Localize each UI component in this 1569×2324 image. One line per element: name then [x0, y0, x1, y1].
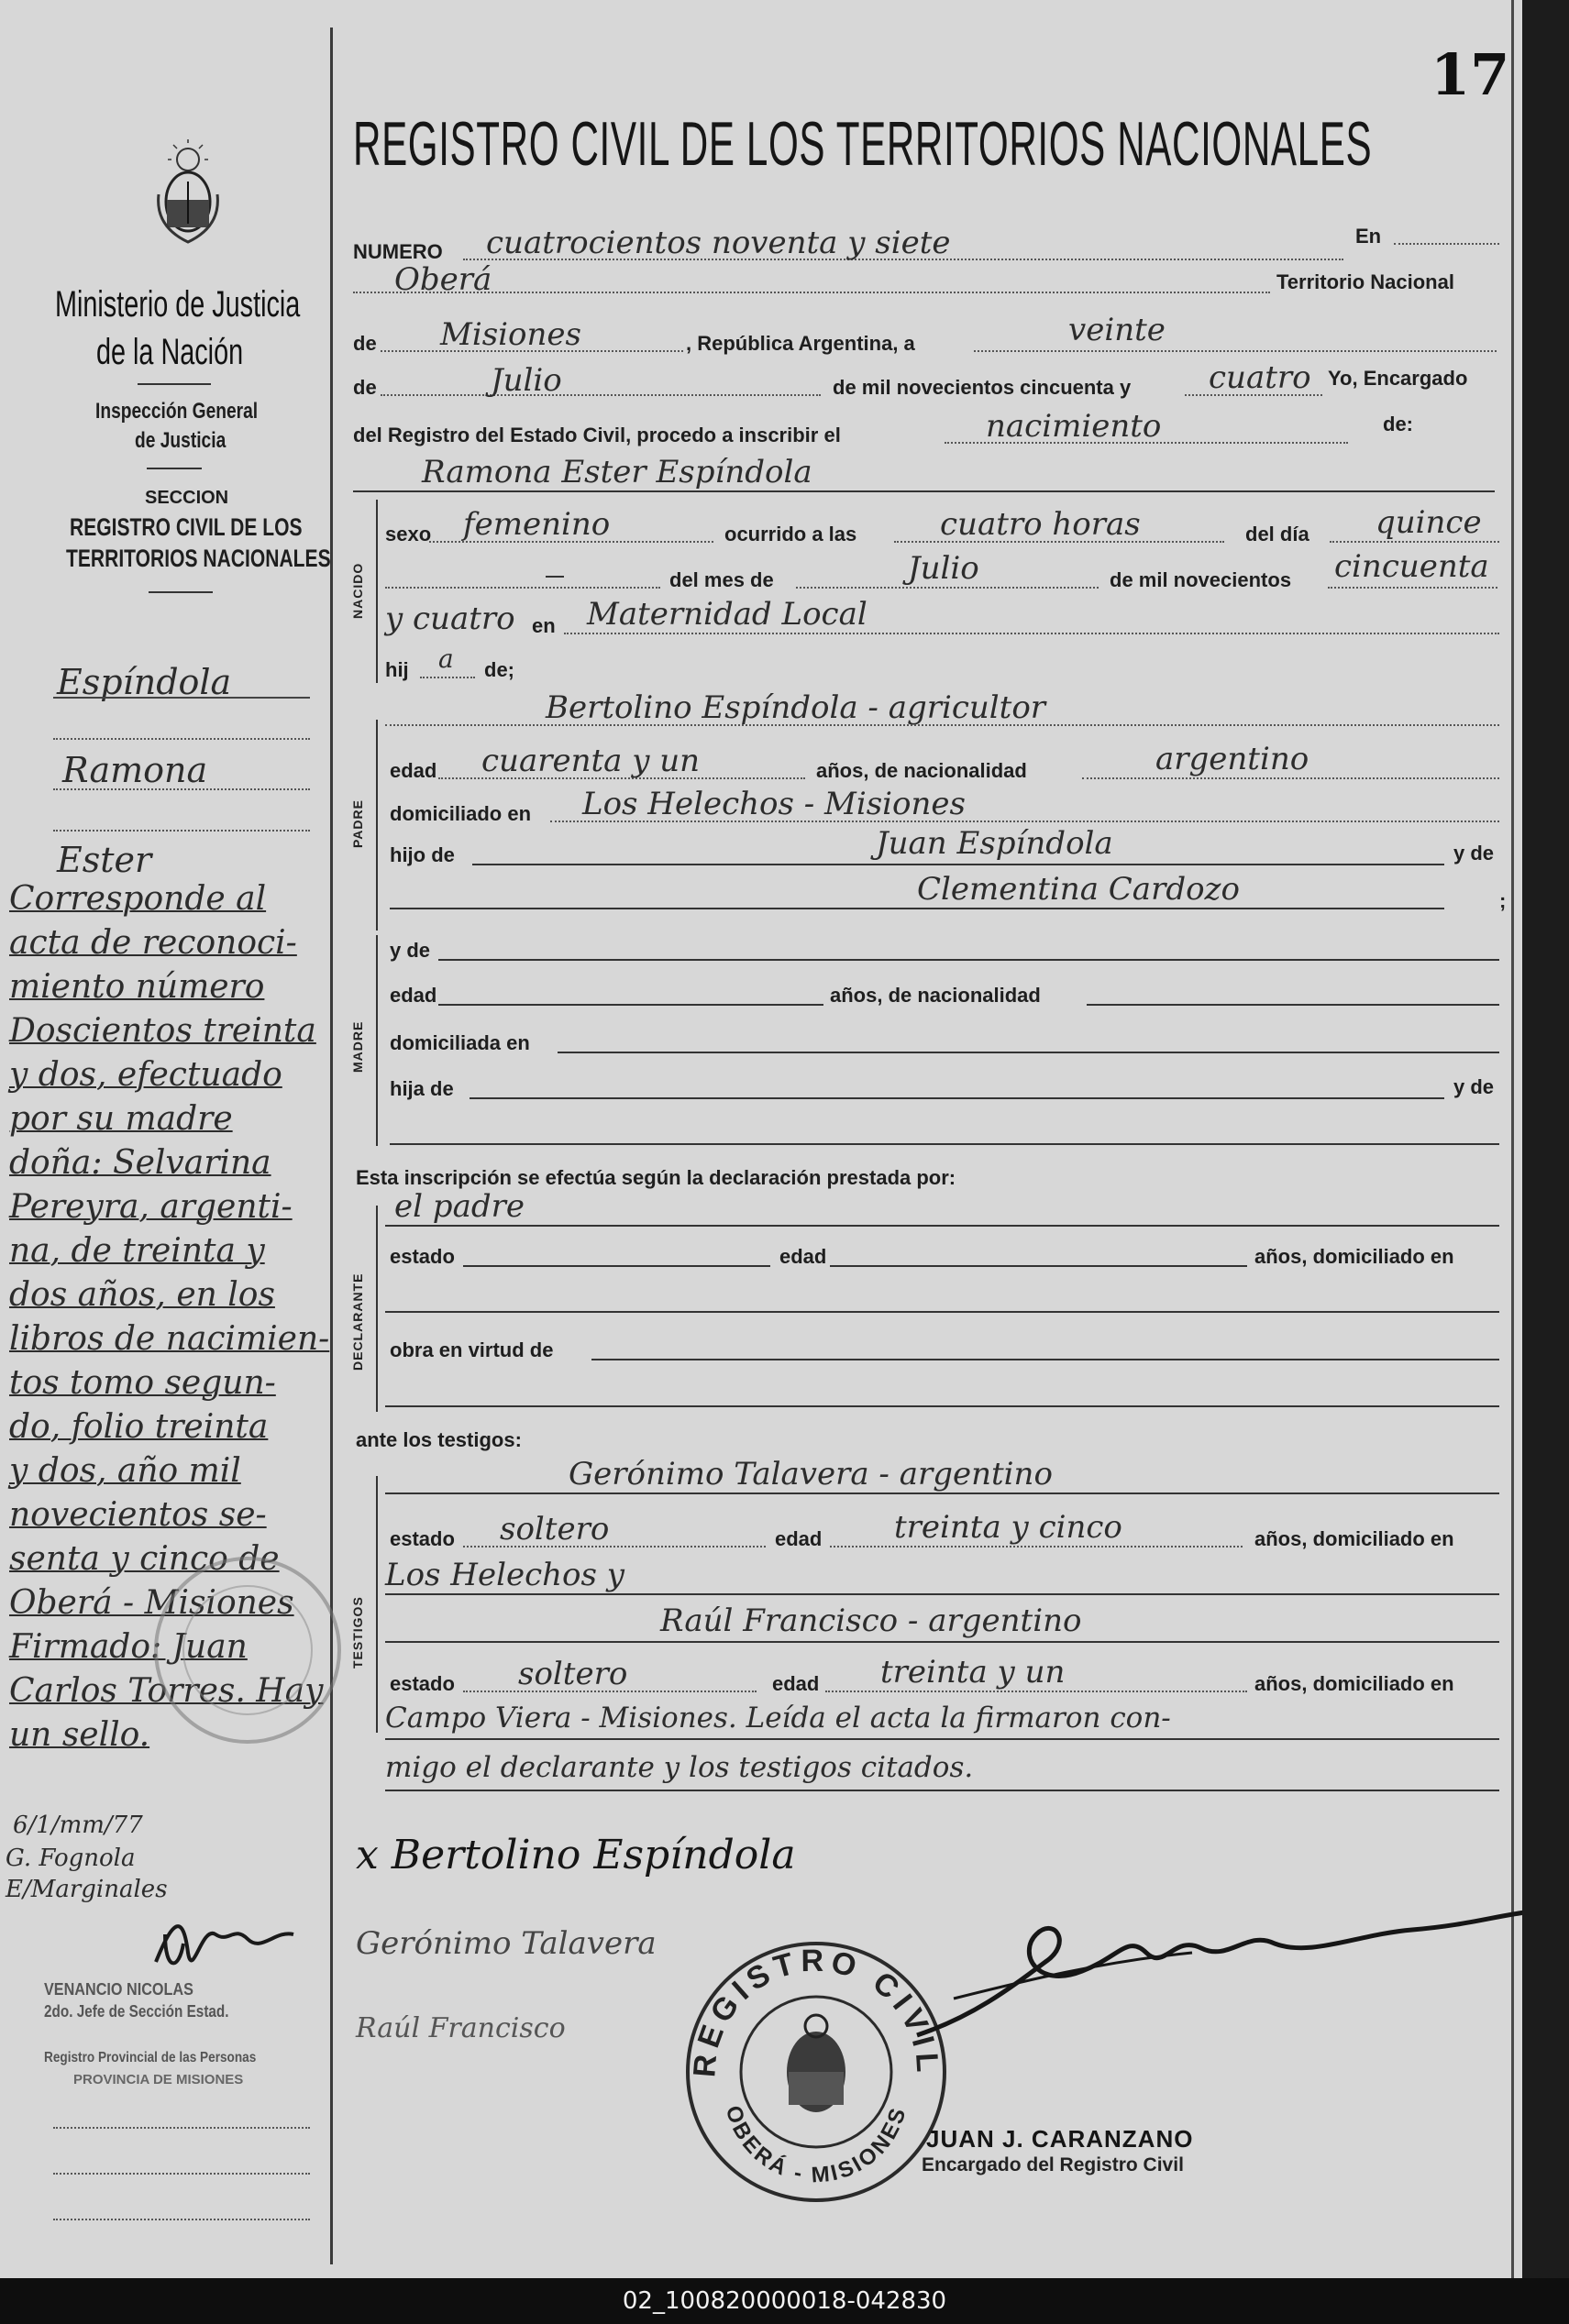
- madre-bracket: [376, 935, 378, 1146]
- annotation-name: G. Fognola: [6, 1845, 136, 1872]
- testigos-section-label: TESTIGOS: [350, 1596, 365, 1669]
- sexo-value: femenino: [463, 506, 611, 543]
- witness1-domicilio-line: [385, 1593, 1499, 1595]
- stamp-line2: 2do. Jefe de Sección Estad.: [44, 2002, 229, 2021]
- numero-label: NUMERO: [353, 240, 443, 263]
- sidebar-rule: [53, 2173, 310, 2175]
- svg-text:OBERÁ - MISIONES: [721, 2103, 912, 2188]
- de-colon-label: de:: [1383, 413, 1413, 435]
- sidebar-second-name: Ester: [57, 840, 152, 880]
- witness1-name-line: [385, 1492, 1499, 1494]
- marginal-note-line: miento número: [9, 968, 265, 1006]
- dash: [546, 576, 564, 578]
- witness1-domicilio: Los Helechos y: [385, 1557, 624, 1593]
- sidebar-rule: [53, 2127, 310, 2129]
- declarante-estado-label: estado: [390, 1245, 455, 1268]
- anio-value-continued: y cuatro: [385, 600, 515, 637]
- witness2-edad-line: [825, 1691, 1247, 1692]
- marginal-note-line: acta de reconoci-: [9, 924, 297, 962]
- section-label: SECCION: [145, 488, 229, 508]
- witness2-edad-label: edad: [772, 1672, 820, 1695]
- sidebar-surname: Espíndola: [57, 662, 232, 702]
- witness2-anios-label: años, domiciliado en: [1254, 1672, 1454, 1695]
- madre-domicilio-line: [558, 1052, 1499, 1053]
- sidebar-rule: [53, 2219, 310, 2220]
- sidebar-first-name: Ramona: [62, 750, 208, 790]
- madre-abuela-line: [390, 1143, 1499, 1145]
- testigos-bracket: [376, 1476, 378, 1733]
- officer-title: Encargado del Registro Civil: [922, 2154, 1184, 2175]
- ministry-line2: de la Nación: [96, 332, 244, 372]
- marginal-note-line: Doscientos treinta: [9, 1012, 316, 1050]
- marginal-note-line: Carlos Torres. Hay: [9, 1672, 324, 1710]
- signature-witness2: Raúl Francisco: [356, 2012, 566, 2044]
- declarante-bracket: [376, 1206, 378, 1412]
- stamp-line3: Registro Provincial de las Personas: [44, 2050, 257, 2065]
- declarante-obra-line: [591, 1359, 1499, 1360]
- lugar-line: [564, 633, 1499, 634]
- edad-label: edad: [390, 759, 437, 782]
- stamp-line4: PROVINCIA DE MISIONES: [73, 2072, 244, 2087]
- padre-name: Bertolino Espíndola - agricultor: [546, 689, 1046, 726]
- document-title: REGISTRO CIVIL DE LOS TERRITORIOS NACIONALES: [353, 109, 1373, 179]
- declarante-end-line: [385, 1405, 1499, 1407]
- marginal-note-line: do, folio treinta: [9, 1408, 269, 1446]
- sidebar-rule: [53, 788, 310, 790]
- del-mes-label: del mes de: [669, 568, 774, 591]
- semicolon: ;: [1499, 889, 1507, 912]
- madre-hija-line: [470, 1097, 1444, 1099]
- del-dia-label: del día: [1245, 523, 1309, 545]
- en-label: En: [1355, 225, 1382, 248]
- madre-y-de-label2: y de: [1453, 1075, 1495, 1098]
- territorio-label: Territorio Nacional: [1276, 270, 1454, 293]
- hij-label: hij: [385, 658, 409, 681]
- witness1-name: Gerónimo Talavera - argentino: [569, 1456, 1053, 1492]
- sidebar-rule: [53, 738, 310, 740]
- declarante-anios-label: años, domiciliado en: [1254, 1245, 1454, 1268]
- padre-name-line: [385, 724, 1499, 726]
- hora-value: cuatro horas: [940, 506, 1141, 543]
- mil-label: de mil novecientos: [1110, 568, 1292, 591]
- officer-name: JUAN J. CARANZANO: [926, 2125, 1194, 2153]
- marginal-note-line: por su madre: [9, 1100, 233, 1138]
- anio-line: [1328, 587, 1497, 589]
- page-number: 17: [1431, 41, 1510, 108]
- nacido-bracket: [376, 500, 378, 683]
- edad-value: cuarenta y un: [481, 743, 701, 779]
- witness2-estado-label: estado: [390, 1672, 455, 1695]
- nacionalidad-line: [1082, 777, 1499, 779]
- hijo-de-label: hijo de: [390, 843, 455, 866]
- sidebar-rule: [53, 830, 310, 832]
- madre-edad-line: [438, 1004, 823, 1006]
- sidebar-rule: [147, 468, 202, 469]
- numero-value: cuatrocientos noventa y siete: [486, 225, 951, 261]
- province-value: Misiones: [440, 316, 581, 353]
- signature-witness1: Gerónimo Talavera: [356, 1925, 657, 1962]
- witness2-estado: soltero: [518, 1656, 628, 1692]
- anios-label: años, de nacionalidad: [816, 759, 1027, 782]
- marginal-note-line: doña: Selvarina: [9, 1144, 271, 1182]
- witness1-estado-label: estado: [390, 1527, 455, 1550]
- mes-line: [796, 587, 1099, 589]
- scan-id-footer: 02_100820000018-042830: [0, 2278, 1569, 2324]
- dia-value: quince: [1376, 504, 1482, 541]
- witness2-name: Raúl Francisco - argentino: [660, 1603, 1082, 1639]
- declarante-intro: Esta inscripción se efectúa según la declaración prestada por:: [356, 1166, 956, 1189]
- hij-value: a: [438, 644, 454, 674]
- y-de-label: y de: [1453, 842, 1495, 865]
- marginal-note-line: Corresponde al: [9, 880, 267, 918]
- abuela-line: [390, 908, 1444, 909]
- madre-section-label: MADRE: [350, 1020, 365, 1073]
- lugar-value: Maternidad Local: [587, 596, 867, 633]
- ministry-line1: Ministerio de Justicia: [55, 284, 301, 325]
- declarante-estado-line: [463, 1265, 770, 1267]
- section-line1: REGISTRO CIVIL DE LOS: [70, 513, 303, 541]
- madre-hija-label: hija de: [390, 1077, 454, 1100]
- marginal-note-line: senta y cinco de: [9, 1540, 280, 1578]
- en-label: en: [532, 614, 556, 637]
- declarante-obra-label: obra en virtud de: [390, 1338, 554, 1361]
- marginal-note-line: Oberá - Misiones: [9, 1584, 294, 1622]
- year-label: de mil novecientos cincuenta y: [833, 376, 1132, 399]
- declarante-section-label: DECLARANTE: [350, 1272, 365, 1371]
- dia-continuation-line: [385, 587, 660, 589]
- month-line: [381, 394, 821, 396]
- testigos-intro: ante los testigos:: [356, 1428, 522, 1451]
- nacido-section-label: NACIDO: [350, 562, 365, 619]
- madre-name-line: [438, 959, 1499, 961]
- act-value: nacimiento: [986, 408, 1162, 445]
- madre-edad-label: edad: [390, 984, 437, 1007]
- marginal-note-line: un sello.: [9, 1716, 150, 1754]
- witness1-estado: soltero: [500, 1511, 610, 1547]
- declarante-domicilio-line: [385, 1311, 1499, 1313]
- encargado-label: Yo, Encargado: [1328, 367, 1468, 390]
- closing-rule: [385, 1790, 1499, 1791]
- sidebar-signature: [147, 1898, 312, 1989]
- dia-line: [1330, 541, 1499, 543]
- madre-y-de-label: y de: [390, 939, 431, 962]
- nacionalidad-value: argentino: [1155, 741, 1309, 777]
- inspection-line1: Inspección General: [95, 399, 259, 424]
- annotation-date: 6/1/mm/77: [13, 1812, 143, 1839]
- domicilio-value: Los Helechos - Misiones: [582, 786, 966, 822]
- witness2-edad: treinta y un: [880, 1654, 1066, 1691]
- madre-nacionalidad-line: [1087, 1004, 1499, 1006]
- padre-section-label: PADRE: [350, 799, 365, 848]
- nacido-name: Ramona Ester Espíndola: [422, 454, 812, 490]
- coat-of-arms-emblem: [151, 139, 225, 249]
- declarante-edad-line: [830, 1265, 1247, 1267]
- annotation-marginales: E/Marginales: [6, 1876, 168, 1903]
- day-value: veinte: [1068, 312, 1166, 348]
- madre-domicilio-label: domiciliada en: [390, 1031, 530, 1054]
- witness1-edad: treinta y cinco: [894, 1509, 1122, 1546]
- marginal-note-line: novecientos se-: [9, 1496, 267, 1534]
- registro-label: del Registro del Estado Civil, procedo a inscribir el: [353, 424, 841, 446]
- stamp-ring-top: REGISTRO CIVIL: [687, 1943, 945, 2079]
- sidebar-rule: [53, 697, 310, 699]
- ocurrido-label: ocurrido a las: [724, 523, 857, 545]
- witness2-domicilio: Campo Viera - Misiones. Leída el acta la firmaron con-: [385, 1702, 1171, 1735]
- padre-bracket: [376, 720, 378, 931]
- marginal-note-line: Firmado: Juan: [9, 1628, 248, 1666]
- sexo-label: sexo: [385, 523, 432, 545]
- declarante-name-line: [385, 1225, 1499, 1227]
- inspection-line2: de Justicia: [135, 428, 227, 453]
- nacido-name-rule: [353, 490, 1495, 492]
- sidebar-rule: [149, 591, 213, 593]
- marginal-note-line: tos tomo segun-: [9, 1364, 276, 1402]
- republica-label: , República Argentina, a: [686, 332, 915, 355]
- madre-anios-label: años, de nacionalidad: [830, 984, 1041, 1007]
- month-value: Julio: [491, 362, 562, 399]
- marginal-note-line: Pereyra, argenti-: [9, 1188, 293, 1226]
- place-value: Oberá: [394, 261, 492, 298]
- witness1-edad-line: [830, 1546, 1243, 1547]
- faint-circular-stamp: [147, 1540, 348, 1760]
- mes-value: Julio: [908, 550, 979, 587]
- abuelo-value: Juan Espíndola: [876, 825, 1113, 862]
- domicilio-label: domiciliado en: [390, 802, 532, 825]
- section-line2: TERRITORIOS NACIONALES: [66, 545, 331, 572]
- abuela-value: Clementina Cardozo: [917, 871, 1240, 908]
- witness1-anios-label: años, domiciliado en: [1254, 1527, 1454, 1550]
- en-line: [1394, 243, 1499, 245]
- hij-line: [420, 677, 475, 678]
- signature-declarante: x Bertolino Espíndola: [356, 1832, 796, 1878]
- marginal-note-line: dos años, en los: [9, 1276, 275, 1314]
- closing-line: migo el declarante y los testigos citados.: [385, 1751, 974, 1784]
- sidebar-rule: [138, 383, 211, 385]
- witness2-domicilio-line: [385, 1738, 1499, 1740]
- anio-value: cincuenta: [1334, 548, 1489, 585]
- witness1-edad-label: edad: [775, 1527, 823, 1550]
- declarante-name: el padre: [394, 1188, 525, 1225]
- marginal-note-line: y dos, efectuado: [9, 1056, 282, 1094]
- hijo-de-line: [472, 864, 1444, 865]
- stamp-ring-bottom: OBERÁ - MISIONES: [720, 2102, 912, 2188]
- witness2-name-line: [385, 1641, 1499, 1643]
- stamp-line1: VENANCIO NICOLAS: [44, 1980, 193, 1999]
- de-label: de: [353, 332, 377, 355]
- year-value: cuatro: [1209, 359, 1311, 396]
- marginal-note-line: na, de treinta y: [9, 1232, 265, 1270]
- de-semicolon-label: de;: [484, 658, 514, 681]
- officer-signature: [899, 1879, 1522, 2063]
- declarante-edad-label: edad: [779, 1245, 827, 1268]
- de-label: de: [353, 376, 377, 399]
- marginal-note-line: libros de nacimien-: [9, 1320, 330, 1358]
- day-line: [974, 350, 1497, 352]
- marginal-note-line: y dos, año mil: [9, 1452, 241, 1490]
